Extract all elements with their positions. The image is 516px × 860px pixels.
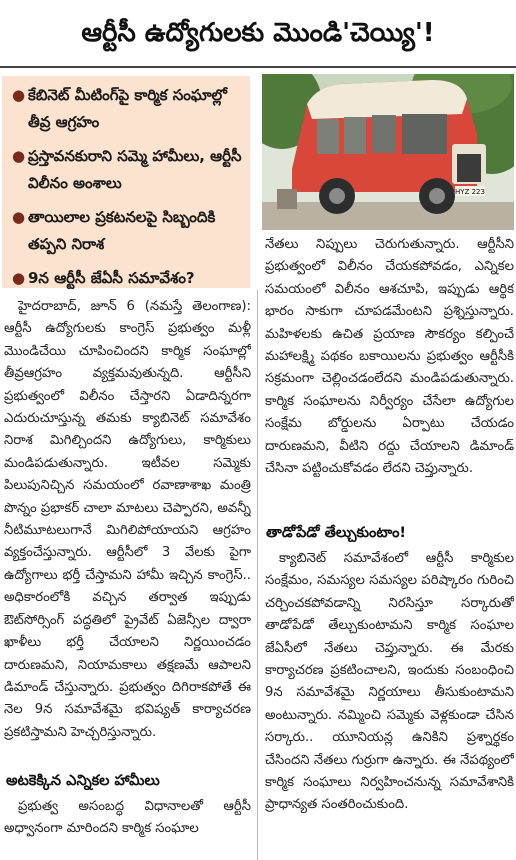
article-paragraph: హైదరాబాద్, జూన్ 6 (నమస్తే తెలంగాణ): ఆర్టీసీ ఉద్యోగులకు కాంగ్రెస్ ప్రభుత్వం మళ్లీ మొండిచేయి చూపించిందని కార్మిక సంఘాల్లో తీవ్రఆగ్రహం వ్యక్తమవుతున్నది. ఆర్టీసీని ప్రభుత్వంలో విలీనం చేస్తారని ఏడాదిన్నరగా ఎదురుచూస్తున్న తమకు క్యాబినెట్ సమావేశం నిరాశ మిగిల్చిందని ఉద్యోగులు, కార్మికులు మండిపడుతున్నారు. ఇటీవల సమ్మెకు పిలుపునిచ్చిన సమయంలో రవాణాశాఖ మంత్రి పొన్నం ప్రభాకర్ చాలా మాటలు చెప్పారని, అవన్నీ నీటిమూటలుగానే మిగిలిపోయాయని ఆగ్రహం వ్యక్తంచేస్తున్నారు. ఆర్టీసీలో 3 వేలకు పైగా ఉద్యోగాలు భర్తీ చేస్తామని హామీ ఇచ్చిన కాంగ్రెస్.. అధికారంలోకి వచ్చిన తర్వాత ఇప్పుడు ఔట్‌సోర్సింగ్ పద్ధతిలో ప్రైవేట్ ఏజెన్సీల ద్వారా ఖాళీలు భర్తీ చేయాలని నిర్ణయించడం దారుణమని, నియామకాలు తక్షణమే ఆపాలని డిమాండ్ చేస్తున్నారు. ప్రభుత్వం దిగిరాకపోతే ఈ నెల 9న సమావేశమై భవిష్యత్ కార్యాచరణ ప్రకటిస్తామని హెచ్చరిస్తున్నారు.: [4, 299, 251, 740]
headline: ఆర్టీసీ ఉద్యోగులకు మొండి'చెయ్యి'!: [0, 0, 516, 68]
license-plate-text: HYZ 223: [455, 188, 485, 196]
article-column-left-continued: [4, 796, 251, 860]
highlights-box: [2, 76, 250, 288]
highlight-item: [12, 143, 242, 197]
article-paragraph: క్యాబినెట్ సమావేశంలో ఆర్టీసీ కార్మికుల సంక్షేమం, సమస్యల సమస్యల పరిష్కారం గురించి చర్చించకపోవడాన్ని నిరసిస్తూ సర్కారుతో తాడోపేడో తేల్చుకుంటామని కార్మిక సంఘాల జేఏసీలో నేతలు చెప్తున్నారు. ఈ మేరకు కార్యాచరణ ప్రకటించాలని, ఇందుకు సంబంధించి 9న సమావేశమై నిర్ణయాలు తీసుకుంటామని అంటున్నారు. నమ్మించి సమ్మెకు వెళ్లకుండా చేసిన సర్కారు.. యూనియన్ల ఉనికిని ప్రశ్నార్థకం చేసిందని నేతలు గుర్రుగా ఉన్నారు. ఈ నేపథ్యంలో కార్మిక సంఘాలు నిర్వహించనున్న సమావేశానికి ప్రాధాన్యత సంతరించుకుంది.: [265, 551, 514, 813]
article-paragraph: ప్రభుత్వ అసంబద్ధ విధానాలతో ఆర్టీసీ అధ్వానంగా మారిందని కార్మిక సంఘాల: [4, 799, 251, 837]
bullet-icon: ●: [12, 147, 26, 165]
bullet-icon: ●: [12, 86, 26, 104]
bullet-icon: ●: [12, 208, 26, 226]
article-paragraph: నేతలు నిప్పులు చెరుగుతున్నారు. ఆర్టీసీని ప్రభుత్వంలో విలీనం చేయకపోవడం, ఎన్నికల సమయంలో విలీనం ఆశచూపి, ఇప్పుడు ఆర్థిక భారం సాకుగా చూపడమేంటని ప్రశ్నిస్తున్నారు. మహిళలకు ఉచిత ప్రయాణ సౌకర్యం కల్పించే మహాలక్ష్మి పథకం బకాయిలను ప్రభుత్వం ఆర్టీసీకి సక్రమంగా చెల్లించడంలేదని మండిపడుతున్నారు. కార్మిక సంఘాలను నిర్వీర్యం చేసేలా ఉద్యోగుల సంక్షేమ బోర్డులను ఏర్పాటు చేయడం దారుణమని, వీటిని రద్దు చేయాలని డిమాండ్ చేసినా పట్టించుకోవడం లేదని చెప్తున్నారు.: [265, 237, 514, 477]
highlight-text: తాయిలాల ప్రకటనలపై సిబ్బందికి తప్పని నిరాశ: [28, 208, 216, 253]
bullet-icon: ●: [12, 269, 26, 287]
highlight-item: [12, 265, 242, 292]
highlight-item: [12, 204, 242, 258]
highlight-text: కేబినెట్ మీటింగ్‌పై కార్మిక సంఘాల్లో తీవ్ర ఆగ్రహం: [28, 86, 227, 131]
subheading: అటకెక్కిన ఎన్నికల హామీలు: [6, 773, 160, 789]
highlight-item: [12, 82, 242, 136]
highlight-text: ప్రస్తావనకురాని సమ్మె హామీలు, ఆర్టీసీ విలీనం అంశాలు: [28, 147, 242, 192]
subheading: తాడోపేడో తేల్చుకుంటాం!: [266, 525, 407, 541]
bus-illustration: [262, 74, 514, 230]
highlight-text: 9న ఆర్టీసీ జేఏసీ సమావేశం?: [28, 269, 195, 287]
article-column-right-bottom: [265, 548, 514, 848]
bus-photo: [262, 74, 514, 230]
column-divider: [257, 290, 258, 860]
article-column-right-top: [265, 234, 514, 520]
